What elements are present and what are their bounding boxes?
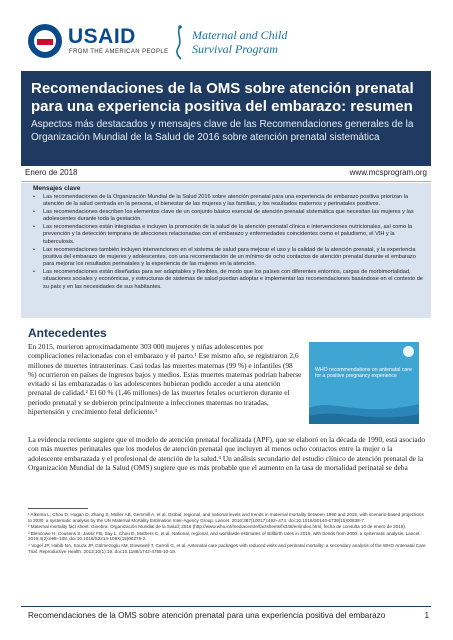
mcsp-line-2: Survival Program (192, 42, 278, 56)
footer-text: Recomendaciones de la OMS sobre atención prenatal para una experiencia positiva del embarazo (28, 611, 386, 620)
usaid-wordmark: USAID (68, 25, 136, 48)
who-emblem-icon (403, 346, 414, 357)
footnote-divider (28, 508, 88, 509)
footnote: ² Maternal mortality fact sheet. Ginebra: Organización Mundial de la Salud; 2016 (http://www.who.int/mediacentre/factsheets/fs348/en/index.html, fecha de consulta 10 de enero de 2018). (28, 524, 407, 530)
key-messages-list (33, 194, 425, 291)
page-number: 1 (424, 611, 429, 620)
publication-date: Enero de 2018 (25, 168, 78, 177)
usaid-seal-icon (28, 24, 62, 58)
usaid-logo (28, 22, 188, 62)
footnote: ³ Blencowe H, Cousens S, Jassir FB, Say L, Chou D, Mathers C, et al. National, regional, and worldwide estimates of stillbirth rates in 2015, with trends from 2000: a systematic analysis. Lancet. 2016;4(2):e98–108. doi:10.1016/S2214-109X(15)00275-2. (28, 530, 421, 542)
body-paragraph-2: La evidencia reciente sugiere que el modelo de atención prenatal focalizada (APF), que se elaboró en la década de 1990, está asociado con más muertes perinatales que los modelos de atención prenatal que incluyen al menos ocho contactos entre la mujer o la adolescente embarazada y el profesional de atención de la salud.⁴ Un análisis secundario del estudio clínico de atención prenatal de la Organización Mundial de la Salud (OMS) sugiere que es más probable que el aumento en la tasa de mortalidad perinatal se deba (28, 435, 426, 472)
dateline (21, 168, 431, 182)
mcsp-wordmark (192, 28, 287, 56)
key-messages-heading: Mensajes clave (33, 185, 81, 192)
divider (21, 181, 431, 182)
footnote: ¹ Alkema L, Chou D, Hogan D, Zhang S, Moller AB, Gemmill A, et al. Global, regional, and national levels and trends in maternal mortality between 1990 and 2015, with scenario-based projections to 2030: a systematic analysis by the UN Maternal Mortality Estimation Inter-Agency Group. Lancet. 2016;387(10017):462–474. doi:10.1016/S0140-6736(15)00838-7. (28, 512, 424, 523)
mcsp-mark-icon (174, 24, 184, 60)
list-item: • Las recomendaciones están integradas e incluyen la promoción de la salud de la atención prenatal clínica e intervenciones nutricionales, así como la prevención y la detección temprana de afecciones relacionadas con el embarazo y enfermedades coincidentes como el paludismo, el VIH y la tuberculosis. (33, 224, 425, 246)
usaid-tagline: FROM THE AMERICAN PEOPLE (69, 49, 169, 55)
footnotes (28, 512, 428, 555)
cover-title: WHO recommendations on antenatal care for a positive pregnancy experience (315, 367, 412, 380)
list-item: • Las recomendaciones de la Organización Mundial de la Salud 2016 sobre atención prenatal para una experiencia de embarazo positiva priorizan la atención de la salud centrada en la persona, el bienestar de las mujeres y las familias, y los resultados maternos y perinatales positivos. (33, 194, 425, 209)
footer-divider (21, 606, 431, 607)
mcsp-logo (174, 22, 374, 62)
body-paragraph-1: En 2015, murieron aproximadamente 303 000 mujeres y niñas adolescentes por complicaciones relacionadas con el embarazo y el parto.¹ Ese mismo año, se registraron 2,6 millones de muertes intrauterinas. Casi todas las muertes maternas (99 %) e infantiles (98 %) ocurrieron en países de ingresos bajos y medios. Estas muertes maternas podrían haberse evitado si las embarazadas o las adolescentes hubieran podido acceder a una atención prenatal de calidad.² El 60 % (1,46 millones) de las muertes fetales ocurrieron durante el período prenatal y se debieron principalmente a infecciones maternas no tratadas, hipertensión y crecimiento fetal deficiente.³ (28, 342, 302, 417)
list-item: • Las recomendaciones están diseñadas para ser adaptables y flexibles, de modo que los países con diferentes entornos, cargas de morbimortalidad, situaciones sociales y económicas, y estructuras de sistemas de salud puedan adoptar e implementar las recomendaciones basándose en el contexto de su país y en las necesidades de sus habitantes. (33, 269, 425, 291)
footnote: ⁴ Vogel JP, Habib NA, Souza JP, Gülmezoglu AM, Dowswell T, Carroli G, et al. Antenatal care packages with reduced visits and perinatal mortality: a secondary analysis of the WHO Antenatal Care Trial. Reproductive Health. 2013;10(1):19. doi:10.1186/1742-4755-10-19. (28, 542, 426, 554)
document-subtitle: Aspectos más destacados y mensajes clave de las Recomendaciones generales de la Organización Mundial de la Salud de 2016 sobre atención prenatal sistemática (31, 119, 414, 143)
title-band (21, 71, 431, 166)
section-heading: Antecedentes (28, 326, 107, 340)
report-cover-image (309, 342, 419, 424)
cover-wave-graphic (309, 394, 419, 424)
website-link[interactable]: www.mcsprogram.org (349, 168, 427, 177)
mcsp-line-1: Maternal and Child (192, 28, 288, 42)
header-logos (28, 22, 428, 62)
document-title: Recomendaciones de la OMS sobre atención prenatal para una experiencia positiva del embarazo: resumen (31, 80, 414, 115)
list-item: • Las recomendaciones también incluyen intervenciones en el sistema de salud para mejorar el uso y la calidad de la atención prenatal, y la experiencia positiva del embarazo de mujeres y adolescentes, con una recomendación de un mínimo de ocho contactos de atención prenatal durante el embarazo para mejorar los resultados perinatales y la experiencia de las mujeres en la atención. (33, 247, 425, 269)
key-messages-box (21, 183, 431, 318)
list-item: • Las recomendaciones describen los elementos clave de un conjunto básico esencial de atención prenatal sistemática que necesitan las mujeres y las adolescentes durante toda la gestación. (33, 209, 425, 224)
